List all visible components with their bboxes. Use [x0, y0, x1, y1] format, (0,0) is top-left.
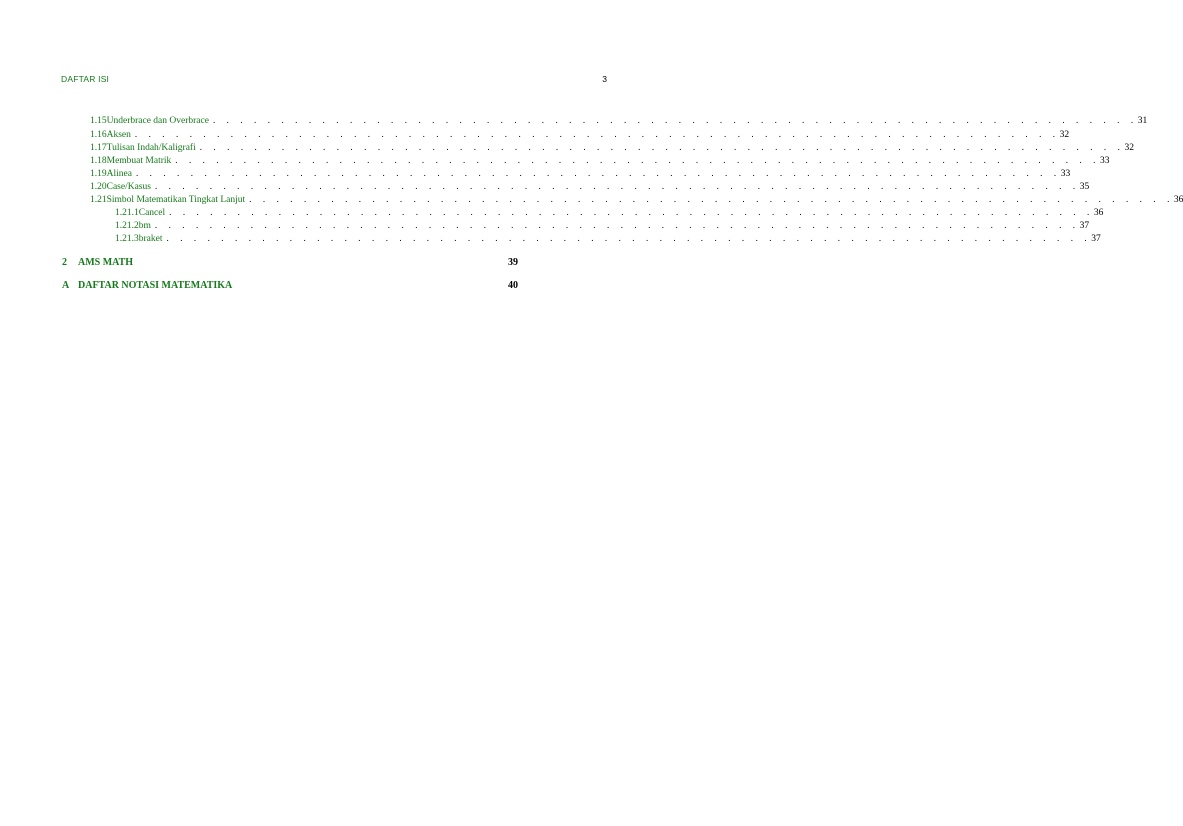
toc-entry-label: Tulisan Indah/Kaligrafi: [106, 143, 196, 153]
toc-entry-1-16[interactable]: [90, 128, 1070, 141]
toc-entry-page: 33: [1100, 156, 1110, 166]
toc-entry-number: 1.16: [90, 130, 107, 140]
toc-entry-1-21-3[interactable]: [115, 232, 1101, 245]
toc-chapter-2[interactable]: [62, 256, 518, 270]
chapter-number: A: [62, 280, 70, 291]
toc-entry-number: 1.21.1: [115, 208, 139, 218]
toc-entry-number: 1.21: [90, 195, 107, 205]
toc-entry-label: Case/Kasus: [106, 182, 151, 192]
chapter-label: AMS MATH: [78, 257, 134, 268]
toc-entry-label: Underbrace dan Overbrace: [106, 116, 209, 126]
dot-leader: . . . . . . . . . . . . . . . . . . . . . . . . . . . . . . . . . . . . . . . . . . . . . . . . . . . . . . . . . . . . . . . . . . . .: [166, 233, 1092, 243]
toc-entry-page: 35: [1079, 182, 1090, 192]
toc-entry-page: 37: [1091, 234, 1101, 244]
chapter-label: DAFTAR NOTASI MATEMATIKA: [78, 280, 233, 291]
toc-entry-1-21-1[interactable]: [115, 206, 1104, 219]
toc-entry-1-17[interactable]: [90, 141, 1134, 154]
toc-entry-label: Aksen: [106, 130, 131, 140]
chapter-page: 39: [508, 257, 518, 268]
dot-leader: . . . . . . . . . . . . . . . . . . . . . . . . . . . . . . . . . . . . . . . . . . . . . . . . . . . . . . . . . . . . . . . . . . . .: [154, 220, 1080, 230]
dot-leader: . . . . . . . . . . . . . . . . . . . . . . . . . . . . . . . . . . . . . . . . . . . . . . . . . . . . . . . . . . . . . . . . . . . .: [135, 168, 1061, 178]
toc-entry-1-21[interactable]: [90, 193, 1183, 206]
toc-entry-page: 32: [1059, 130, 1070, 140]
toc-entry-1-18[interactable]: [90, 154, 1110, 167]
toc-entry-page: 32: [1124, 143, 1134, 153]
toc-entry-label: bm: [138, 221, 151, 231]
running-title: DAFTAR ISI: [61, 74, 110, 84]
toc-entry-number: 1.15: [90, 116, 107, 126]
toc-entry-label: braket: [138, 234, 163, 244]
toc-entry-number: 1.21.2: [115, 221, 139, 231]
dot-leader: . . . . . . . . . . . . . . . . . . . . . . . . . . . . . . . . . . . . . . . . . . . . . . . . . . . . . . . . . . . . . . . . . . . .: [175, 155, 1101, 165]
chapter-page: 40: [508, 280, 518, 291]
toc-entry-page: 31: [1137, 116, 1148, 126]
toc-entry-number: 1.18: [90, 156, 107, 166]
toc-entry-page: 37: [1079, 221, 1090, 231]
toc-chapter-a[interactable]: [62, 279, 518, 293]
dot-leader: . . . . . . . . . . . . . . . . . . . . . . . . . . . . . . . . . . . . . . . . . . . . . . . . . . . . . . . . . . . . . . . . . . . .: [249, 194, 1174, 204]
chapter-number: 2: [62, 257, 67, 268]
toc-entry-label: Membuat Matrik: [106, 156, 172, 166]
toc-entry-page: 36: [1093, 208, 1104, 218]
dot-leader: . . . . . . . . . . . . . . . . . . . . . . . . . . . . . . . . . . . . . . . . . . . . . . . . . . . . . . . . . . . . . . . . . . . .: [212, 115, 1138, 125]
toc-entry-label: Cancel: [138, 208, 166, 218]
dot-leader: . . . . . . . . . . . . . . . . . . . . . . . . . . . . . . . . . . . . . . . . . . . . . . . . . . . . . . . . . . . . . . . . . . . .: [134, 129, 1060, 139]
toc-entry-label: Alinea: [106, 169, 132, 179]
dot-leader: . . . . . . . . . . . . . . . . . . . . . . . . . . . . . . . . . . . . . . . . . . . . . . . . . . . . . . . . . . . . . . . . . . . .: [154, 181, 1080, 191]
toc-entry-1-21-2[interactable]: [115, 219, 1090, 232]
toc-entry-page: 36: [1173, 195, 1183, 205]
toc-entry-1-19[interactable]: [90, 167, 1071, 180]
toc-entry-number: 1.19: [90, 169, 107, 179]
dot-leader: . . . . . . . . . . . . . . . . . . . . . . . . . . . . . . . . . . . . . . . . . . . . . . . . . . . . . . . . . . . . . . . . . . . .: [169, 207, 1094, 217]
toc-entry-label: Simbol Matematikan Tingkat Lanjut: [106, 195, 246, 205]
page-number: 3: [602, 74, 607, 84]
toc-entry-page: 33: [1060, 169, 1071, 179]
toc-entry-number: 1.20: [90, 182, 107, 192]
dot-leader: . . . . . . . . . . . . . . . . . . . . . . . . . . . . . . . . . . . . . . . . . . . . . . . . . . . . . . . . . . . . . . . . . . . .: [199, 142, 1125, 152]
toc-entry-1-15[interactable]: [90, 114, 1148, 127]
toc-entry-1-20[interactable]: [90, 180, 1090, 193]
toc-entry-number: 1.17: [90, 143, 107, 153]
toc-entry-number: 1.21.3: [115, 234, 139, 244]
